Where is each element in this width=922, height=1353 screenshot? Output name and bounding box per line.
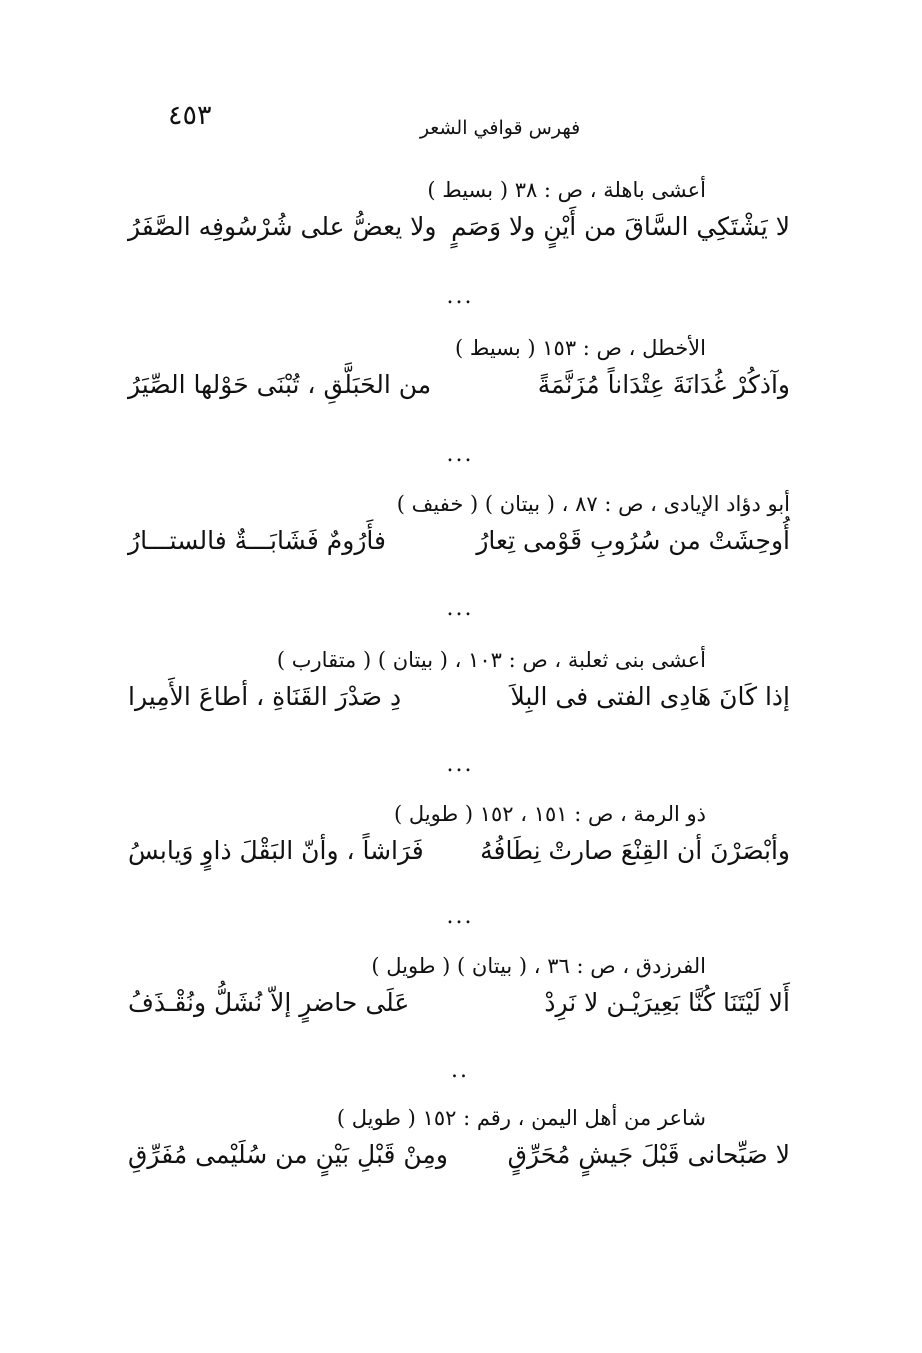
second-hemistich: من الحَبَلَّقِ ، تُبْنَى حَوْلها الصِّيَرُ xyxy=(128,370,432,399)
second-hemistich: ومِنْ قَبْلِ بَيْنٍ من سُلَيْمى مُفَرِّقِ xyxy=(128,1140,448,1169)
first-hemistich: إذا كَانَ هَادِى الفتى فى البِلاَ xyxy=(510,682,790,711)
separator-dots: .. xyxy=(451,1058,469,1083)
verse-line xyxy=(128,1138,790,1172)
first-hemistich: وآذكُرْ غُدَانَةَ عِتْدَاناً مُزَنَّمَةً xyxy=(537,370,790,399)
first-hemistich: وأبْصَرْنَ أن القِنْعَ صارتْ نِطَافُهُ xyxy=(480,836,790,865)
poet-attribution: ذو الرمة ، ص : ١٥١ ، ١٥٢ ( طويل ) xyxy=(393,802,706,826)
second-hemistich: فأَرُومٌ فَشَابَـــةٌ فالستـــارُ xyxy=(128,526,386,555)
page-number: ٤٥٣ xyxy=(168,100,212,131)
poem-entry xyxy=(128,952,790,1020)
poem-entry xyxy=(128,1104,790,1172)
separator-dots: ... xyxy=(446,284,474,309)
second-hemistich: ولا يعضُّ على شُرْسُوفِه الصَّفَرُ xyxy=(128,212,437,241)
second-hemistich: عَلَى حاضرٍ إلاّ نُشَلُّ ونُقْـذَفُ xyxy=(128,988,410,1017)
separator-dots: ... xyxy=(446,752,474,777)
poem-entry xyxy=(128,176,790,244)
second-hemistich: دِ صَدْرَ القَنَاةِ ، أطاعَ الأَمِيرا xyxy=(128,682,402,711)
separator-dots: ... xyxy=(446,596,474,621)
first-hemistich: أَلا لَيْتَنَا كُنَّا بَعِيرَيْـن لا نَرِدْ xyxy=(544,988,790,1017)
verse-line xyxy=(128,680,790,714)
poet-attribution: الفرزدق ، ص : ٣٦ ، ( بيتان ) ( طويل ) xyxy=(371,954,706,978)
poet-attribution: شاعر من أهل اليمن ، رقم : ١٥٢ ( طويل ) xyxy=(336,1106,706,1130)
verse-line xyxy=(128,834,790,868)
first-hemistich: لا صَبِّحانى قَبْلَ جَيشٍ مُحَرِّقٍ xyxy=(507,1140,790,1169)
running-title: فهرس قوافي الشعر xyxy=(419,117,581,139)
poem-entry xyxy=(128,334,790,402)
poet-attribution: أعشى بنى ثعلبة ، ص : ١٠٣ ، ( بيتان ) ( متقارب ) xyxy=(276,648,706,672)
separator-dots: ... xyxy=(446,904,474,929)
second-hemistich: فَرَاشاً ، وأنّ البَقْلَ ذاوٍ وَيابسُ xyxy=(128,836,424,865)
poem-entry xyxy=(128,800,790,868)
separator-dots: ... xyxy=(446,442,474,467)
poem-entry xyxy=(128,646,790,714)
first-hemistich: لا يَشْتَكِي السَّاقَ من أَيْنٍ ولا وَصَمٍ xyxy=(451,212,790,241)
verse-line xyxy=(128,524,790,558)
poet-attribution: أعشى باهلة ، ص : ٣٨ ( بسيط ) xyxy=(427,178,706,202)
poet-attribution: الأخطل ، ص : ١٥٣ ( بسيط ) xyxy=(455,336,706,360)
poet-attribution: أبو دؤاد الإيادى ، ص : ٨٧ ، ( بيتان ) ( خفيف ) xyxy=(396,492,790,516)
poem-entry xyxy=(128,490,790,558)
verse-line xyxy=(128,210,790,244)
first-hemistich: أُوحِشَتْ من سُرُوبِ قَوْمى تِعارُ xyxy=(476,526,790,555)
verse-line xyxy=(128,368,790,402)
verse-line xyxy=(128,986,790,1020)
